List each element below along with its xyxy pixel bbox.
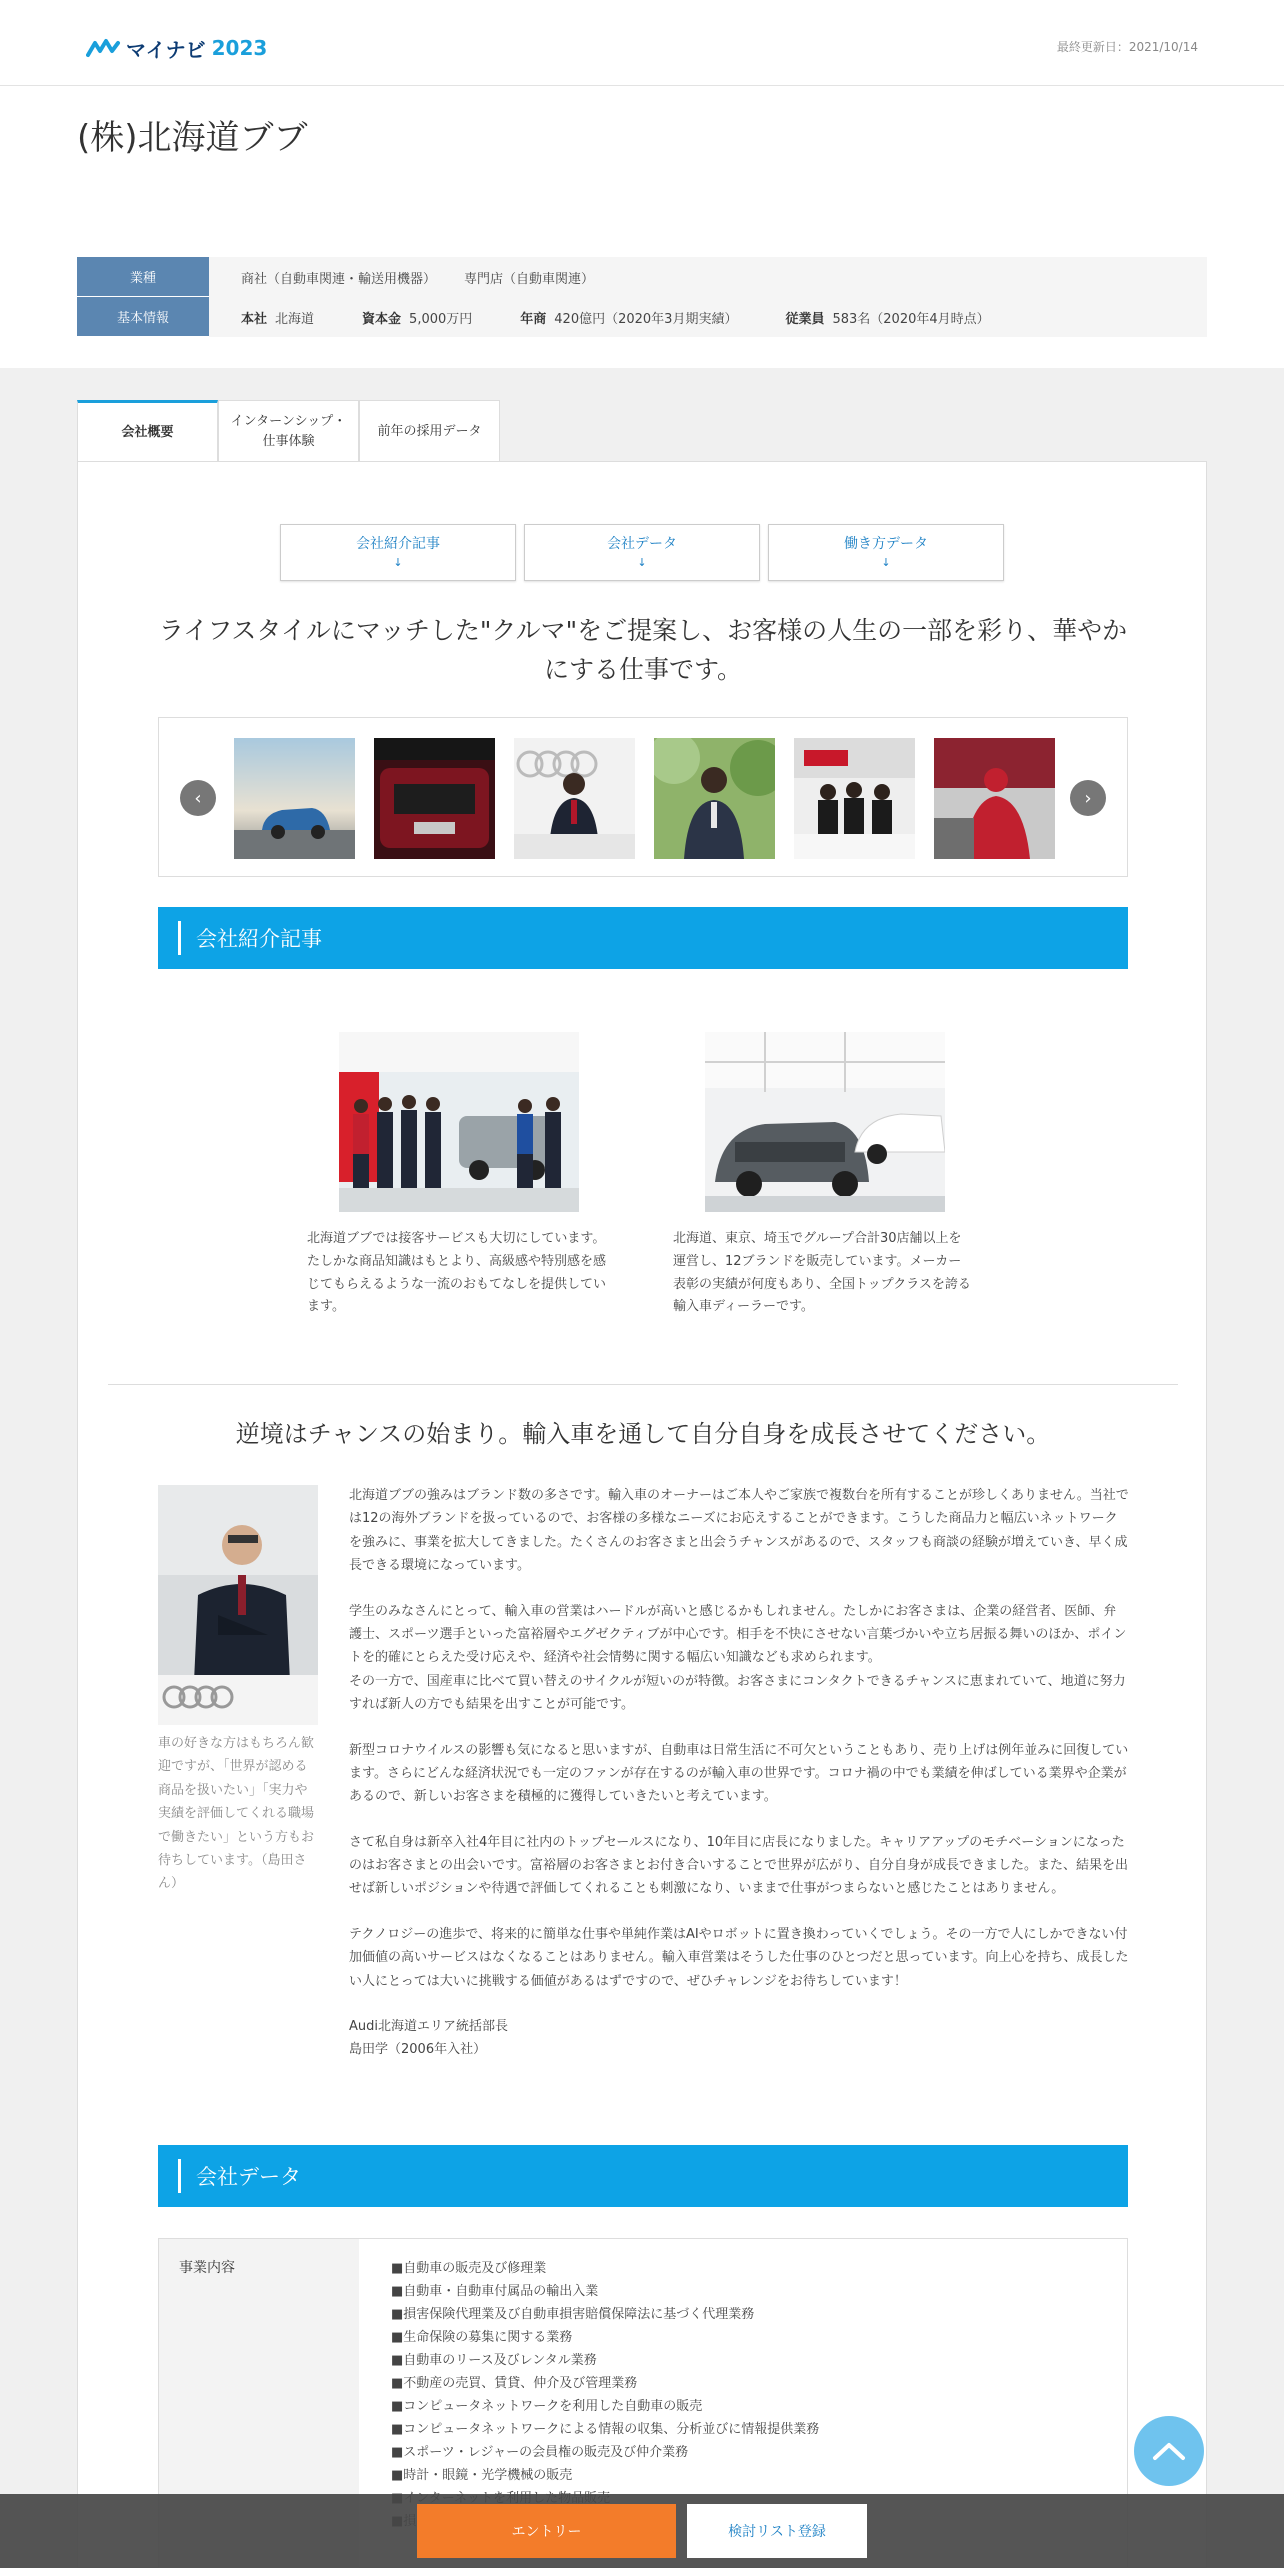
message-paragraph: さて私自身は新卒入社4年目に社内のトップセールスになり、10年目に店長になりました。キャリアアップのモチベーションになったのはお客さまとの出会いです。富裕層のお客さまとお付き合いすることで世界が広がり、自分自身が成長できました。また、結果を出せば新しいポジションや待遇で評価してくれることも刺激になり、いままで仕事がつまらないと感じたことはありません。 xyxy=(349,1834,1128,1897)
business-item: ■自動車・自動車付属品の輸出入業 xyxy=(391,2284,599,2299)
message-signature: Audi北海道エリア統括部長 島田学（2006年入社） xyxy=(349,2019,508,2058)
gallery-next-button[interactable] xyxy=(1070,780,1106,816)
business-item: ■不動産の売買、賃貸、仲介及び管理業務 xyxy=(391,2376,638,2391)
anchor-intro-button[interactable] xyxy=(280,524,516,581)
basic-info-item: 本社 北海道 xyxy=(241,311,315,327)
message-paragraph: 新型コロナウイルスの影響も気になると思いますが、自動車は日常生活に不可欠ということもあり、売り上げは例年並みに回復しています。さらにどんな経済状況でも一定のファンが存在するのが輸入車の世界です。コロナ禍の中でも業績を伸ばしている業界や企業があるので、新しいお客さまを積極的に獲得していきたいと考えています。 xyxy=(349,1742,1129,1805)
logo-text: マイナビ xyxy=(126,37,206,62)
industry-values xyxy=(209,257,1207,297)
article-card xyxy=(673,1032,973,1319)
article-photo xyxy=(705,1032,945,1212)
business-item: ■時計・眼鏡・光学機械の販売 xyxy=(391,2468,573,2483)
mynavi-logo[interactable] xyxy=(86,34,267,62)
section-heading-intro: 会社紹介記事 xyxy=(158,907,1128,969)
gallery-photo[interactable] xyxy=(934,738,1055,859)
last-updated: 最終更新日：2021/10/14 xyxy=(1056,40,1198,54)
photo-caption: 車の好きな方はもちろん歓迎ですが、「世界が認める商品を扱いたい」「実力や実績を評価してくれる職場で働きたい」という方もお待ちしています。（島田さん） xyxy=(158,1736,315,1892)
industry-label: 業種 xyxy=(77,257,209,297)
page-tabs xyxy=(77,400,500,462)
message-title: 逆境はチャンスの始まり。輸入車を通して自分自身を成長させてください。 xyxy=(235,1420,1051,1448)
chevron-left-icon: ‹ xyxy=(194,787,202,809)
company-info-table xyxy=(77,257,1207,337)
business-item: ■自動車の販売及び修理業 xyxy=(391,2261,547,2276)
consider-list-button[interactable]: 検討リスト登録 xyxy=(687,2504,867,2558)
arrow-down-icon: ↓ xyxy=(393,555,403,569)
basic-info-label: 基本情報 xyxy=(77,297,209,337)
logo-year: 2023 xyxy=(211,36,268,60)
article-card xyxy=(307,1032,607,1319)
anchor-workstyle-button[interactable] xyxy=(768,524,1004,581)
basic-info-item: 資本金 5,000万円 xyxy=(362,311,473,327)
gallery-photo[interactable] xyxy=(794,738,915,859)
section-heading-data: 会社データ xyxy=(158,2145,1128,2207)
business-item: ■コンピュータネットワークによる情報の収集、分析並びに情報提供業務 xyxy=(391,2422,820,2437)
company-header xyxy=(0,86,1284,368)
data-key-business: 事業内容 xyxy=(159,2239,359,2568)
photo-gallery xyxy=(158,717,1128,877)
basic-info-row xyxy=(77,297,1207,337)
mynavi-logo-icon xyxy=(86,37,122,59)
entry-button[interactable]: エントリー xyxy=(417,2504,676,2558)
anchor-data-button[interactable] xyxy=(524,524,760,581)
scroll-to-top-button[interactable] xyxy=(1134,2416,1204,2486)
tab-company-overview[interactable]: 会社概要 xyxy=(77,400,218,462)
message-paragraph: 学生のみなさんにとって、輸入車の営業はハードルが高いと感じるかもしれません。たしかにお客さまは、企業の経営者、医師、弁護士、スポーツ選手といった富裕層やエグゼクティブが中心です。相手を不快にさせない言葉づかいや立ち居振る舞いのほか、ポイントを的確にとらえた受け応えや、経済や社会情勢に関する幅広い知識なども求められます。 その一方で、国産車に比べて買い替えのサイクルが短いのが特徴。お客さまにコンタクトできるチャンスに恵まれていて、地道に努力すれば新人の方でも結果を出すことが可能です。 xyxy=(349,1603,1127,1713)
tab-internship[interactable]: インターンシップ・ 仕事体験 xyxy=(218,400,359,462)
industry-value: 商社（自動車関連・輸送用機器） xyxy=(241,271,437,287)
business-item: ■自動車のリース及びレンタル業務 xyxy=(391,2353,597,2368)
basic-info-item: 従業員 583名（2020年4月時点） xyxy=(785,311,990,327)
message-paragraph: 北海道ブブの強みはブランド数の多さです。輸入車のオーナーはご本人やご家族で複数台を所有することが珍しくありません。当社では12の海外ブランドを扱っているので、お客様の多様なニーズにお応えすることができます。こうした商品力と幅広いネットワークを強みに、事業を拡大してきました。たくさんのお客さまと出会うチャンスがあるので、スタッフも商談の経験が増えていき、早く成長できる環境になっています。 xyxy=(349,1488,1129,1574)
industry-row xyxy=(77,257,1207,297)
divider xyxy=(108,1384,1178,1385)
interviewee-photo xyxy=(158,1485,318,1725)
arrow-down-icon: ↓ xyxy=(637,555,647,569)
anchor-label: 会社紹介記事 xyxy=(356,536,440,552)
anchor-label: 会社データ xyxy=(607,536,677,552)
business-item: ■スポーツ・レジャーの会員権の販売及び仲介業務 xyxy=(391,2445,689,2460)
article-photo xyxy=(339,1032,579,1212)
message-paragraph: テクノロジーの進歩で、将来的に簡単な仕事や単純作業はAIやロボットに置き換わっていくでしょう。その一方で人にしかできない付加価値の高いサービスはなくなることはありません。輸入車営業はそうした仕事のひとつだと思っています。向上心を持ち、成長したい人にとっては大いに挑戦する価値があるはずですので、ぜひチャレンジをお待ちしています！ xyxy=(349,1926,1129,1989)
business-item: ■損害保険代理業及び自動車損害賠償保障法に基づく代理業務 xyxy=(391,2307,755,2322)
main-content xyxy=(77,461,1207,2568)
bottom-action-bar xyxy=(0,2494,1284,2568)
arrow-down-icon: ↓ xyxy=(881,555,891,569)
gallery-photo[interactable] xyxy=(654,738,775,859)
gallery-photo[interactable] xyxy=(374,738,495,859)
gallery-photo[interactable] xyxy=(234,738,355,859)
chevron-right-icon: › xyxy=(1084,787,1092,809)
business-item: ■生命保険の募集に関する業務 xyxy=(391,2330,573,2345)
gallery-prev-button[interactable] xyxy=(180,780,216,816)
site-header xyxy=(0,0,1284,86)
article-text: 北海道ブブでは接客サービスも大切にしています。たしかな商品知識はもとより、高級感や特別感を感じてもらえるような一流のおもてなしを提供しています。 xyxy=(307,1231,607,1315)
chevron-up-icon xyxy=(1152,2441,1186,2461)
tab-previous-recruitment[interactable]: 前年の採用データ xyxy=(359,400,500,462)
article-text: 北海道、東京、埼玉でグループ合計30店舗以上を運営し、12ブランドを販売しています。メーカー表彰の実績が何度もあり、全国トップクラスを誇る輸入車ディーラーです。 xyxy=(673,1231,971,1315)
anchor-label: 働き方データ xyxy=(844,536,928,552)
message-body xyxy=(349,1484,1129,2084)
anchor-nav xyxy=(280,524,1004,581)
basic-info-item: 年商 420億円（2020年3月期実績） xyxy=(520,311,738,327)
company-name: (株)北海道ブブ xyxy=(77,118,308,158)
business-item: ■コンピュータネットワークを利用した自動車の販売 xyxy=(391,2399,703,2414)
industry-value: 専門店（自動車関連） xyxy=(464,271,595,287)
gallery-photo[interactable] xyxy=(514,738,635,859)
basic-info-values xyxy=(209,297,1207,337)
catchphrase: ライフスタイルにマッチした"クルマ"をご提案し、お客様の人生の一部を彩り、華やかにする仕事です。 xyxy=(158,616,1128,684)
